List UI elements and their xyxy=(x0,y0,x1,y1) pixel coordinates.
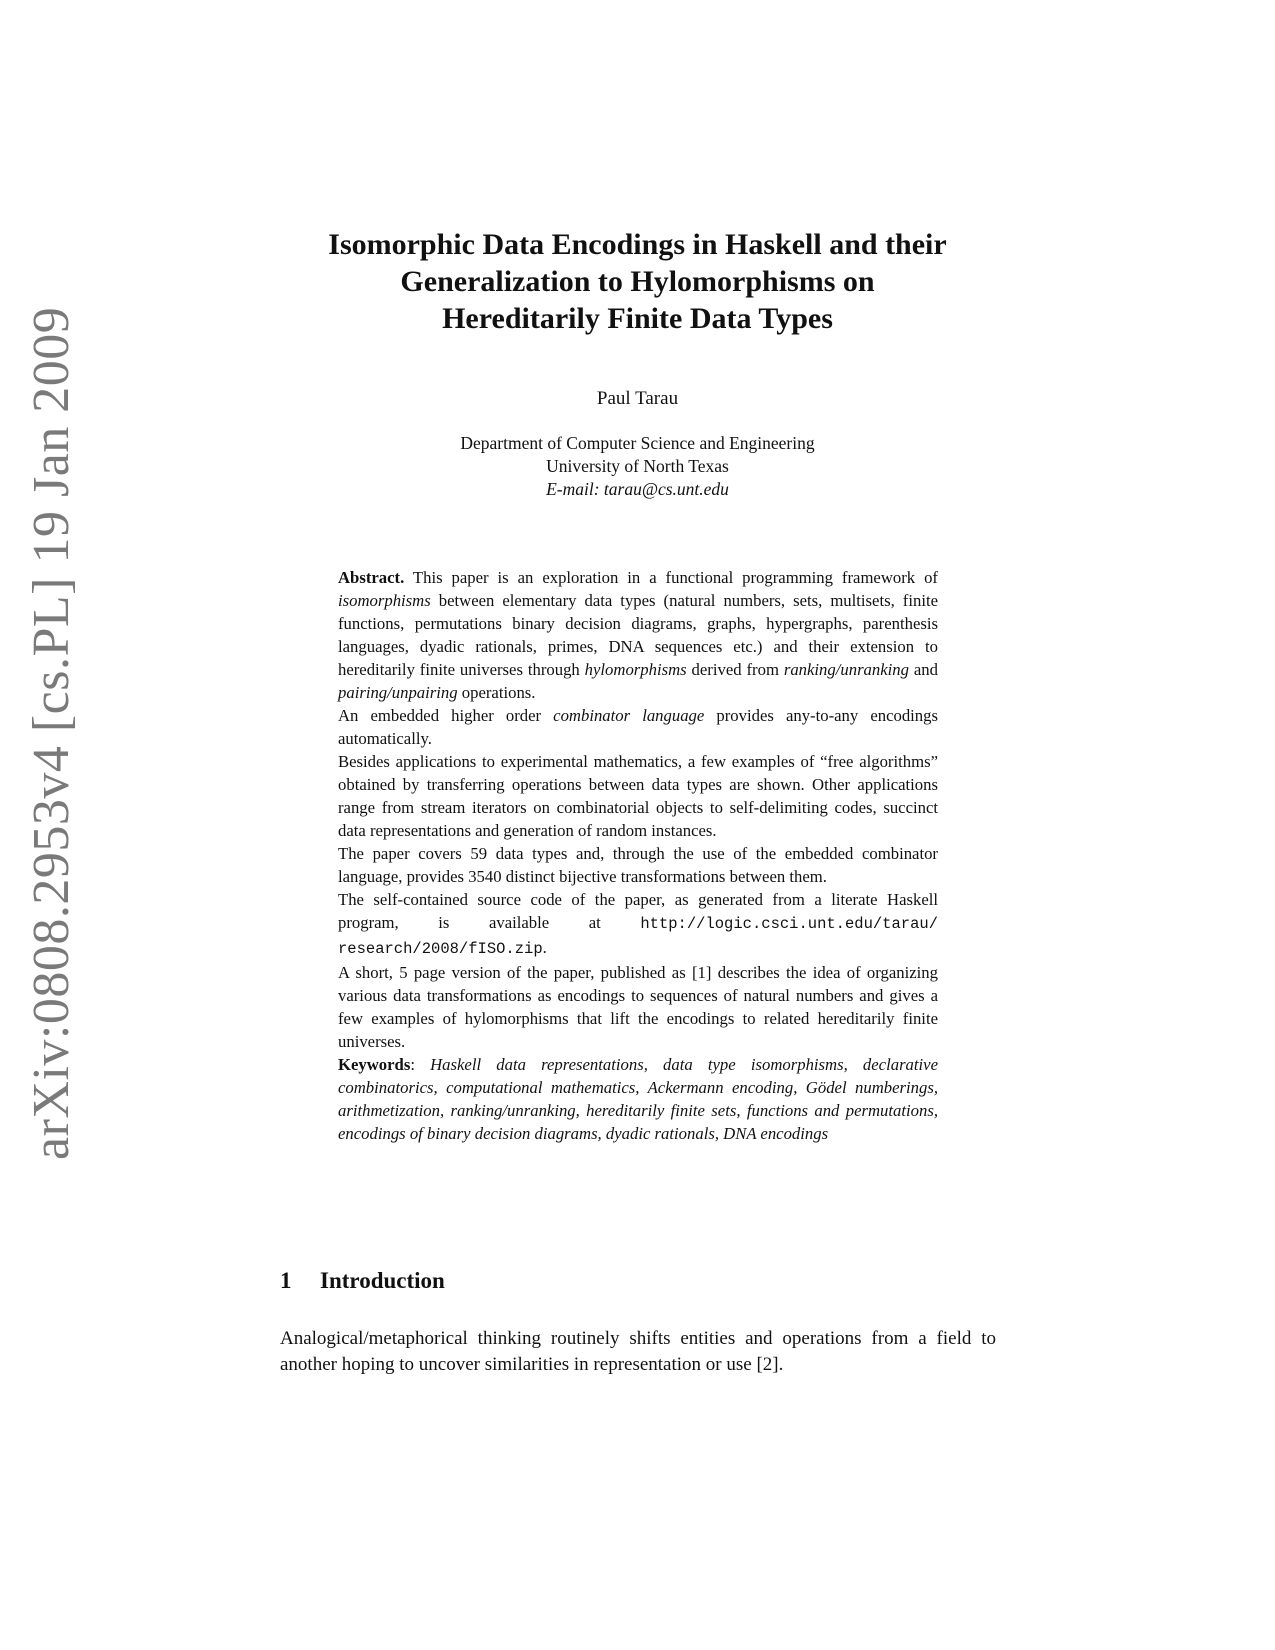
abstract-text: An embedded higher order xyxy=(338,706,554,725)
abstract-label: Abstract. xyxy=(338,568,405,587)
paper-title xyxy=(240,226,1035,337)
affiliation-department: Department of Computer Science and Engineering xyxy=(460,433,815,453)
abstract-text: between elementary data types (natural numbers, sets, multisets, finite functions, permutations binary decision diagrams, graphs, hypergraphs, parenthesis languages, dyadic rationals, primes, DNA sequences etc.) and their extension to hereditarily finite universes through xyxy=(338,591,938,679)
keywords xyxy=(338,1053,938,1145)
abstract-paragraph-5 xyxy=(338,888,938,961)
abstract-paragraph-4: The paper covers 59 data types and, through the use of the embedded combinator language, provides 3540 distinct bijective transformations between them. xyxy=(338,844,938,886)
abstract-text: derived from xyxy=(686,660,784,679)
intro-body xyxy=(280,1326,996,1378)
section-title: Introduction xyxy=(320,1268,445,1293)
abstract xyxy=(338,566,938,1145)
emphasis: isomorphisms xyxy=(338,591,431,610)
abstract-paragraph-1 xyxy=(338,566,938,704)
abstract-text: This paper is an exploration in a functional programming framework of xyxy=(404,568,938,587)
intro-paragraph: Analogical/metaphorical thinking routinely shifts entities and operations from a field to another hoping to uncover similarities in representation or use [2]. xyxy=(280,1328,996,1375)
emphasis: hylomorphisms xyxy=(584,660,687,679)
author-email: E-mail: tarau@cs.unt.edu xyxy=(546,479,729,499)
author-name: Paul Tarau xyxy=(596,388,679,409)
title-line-3: Hereditarily Finite Data Types xyxy=(442,302,833,335)
abstract-text: provides any-to-any encodings automatically. xyxy=(338,706,938,748)
abstract-text: operations. xyxy=(457,683,536,702)
keywords-list: Haskell data representations, data type isomorphisms, declarative combinatorics, computational mathematics, Ackermann encoding, Gödel numberings, arithmetization, ranking/unranking, hereditarily finite sets, functions and permutations, encodings of binary decision diagrams, dyadic rationals, DNA encodings xyxy=(338,1055,938,1143)
abstract-paragraph-6: A short, 5 page version of the paper, published as [1] describes the idea of organizing various data transformations as encodings to sequences of natural numbers and gives a few examples of hylomorphisms that lift the encodings to related hereditarily finite universes. xyxy=(338,963,938,1051)
title-line-2: Generalization to Hylomorphisms on xyxy=(400,265,875,298)
affiliation-university: University of North Texas xyxy=(546,456,729,476)
keywords-label: Keywords xyxy=(338,1055,411,1074)
section-number: 1 xyxy=(280,1268,292,1293)
emphasis: combinator language xyxy=(553,706,705,725)
abstract-text: and xyxy=(908,660,938,679)
arxiv-side-stamp: arXiv:0808.2953v4 [cs.PL] 19 Jan 2009 xyxy=(23,306,80,1160)
keywords-separator: : xyxy=(410,1055,431,1074)
abstract-paragraph-2 xyxy=(338,704,938,750)
abstract-text: The self-contained source code of the paper, as generated from a literate Haskell program, is available at xyxy=(338,890,938,932)
section-heading xyxy=(280,1268,445,1294)
title-line-1: Isomorphic Data Encodings in Haskell and their xyxy=(328,228,947,261)
source-code-url[interactable]: http://logic.csci.unt.edu/tarau/ research/2008/fISO.zip xyxy=(338,915,938,958)
emphasis: pairing/unpairing xyxy=(338,683,458,702)
abstract-text: . xyxy=(542,938,547,957)
abstract-paragraph-3: Besides applications to experimental mathematics, a few examples of “free algorithms” obtained by transferring operations between data types are shown. Other applications range from stream iterators on combinatorial objects to self-delimiting codes, succinct data representations and generation of random instances. xyxy=(338,752,938,840)
affiliation xyxy=(240,432,1035,501)
emphasis: ranking/unranking xyxy=(783,660,909,679)
